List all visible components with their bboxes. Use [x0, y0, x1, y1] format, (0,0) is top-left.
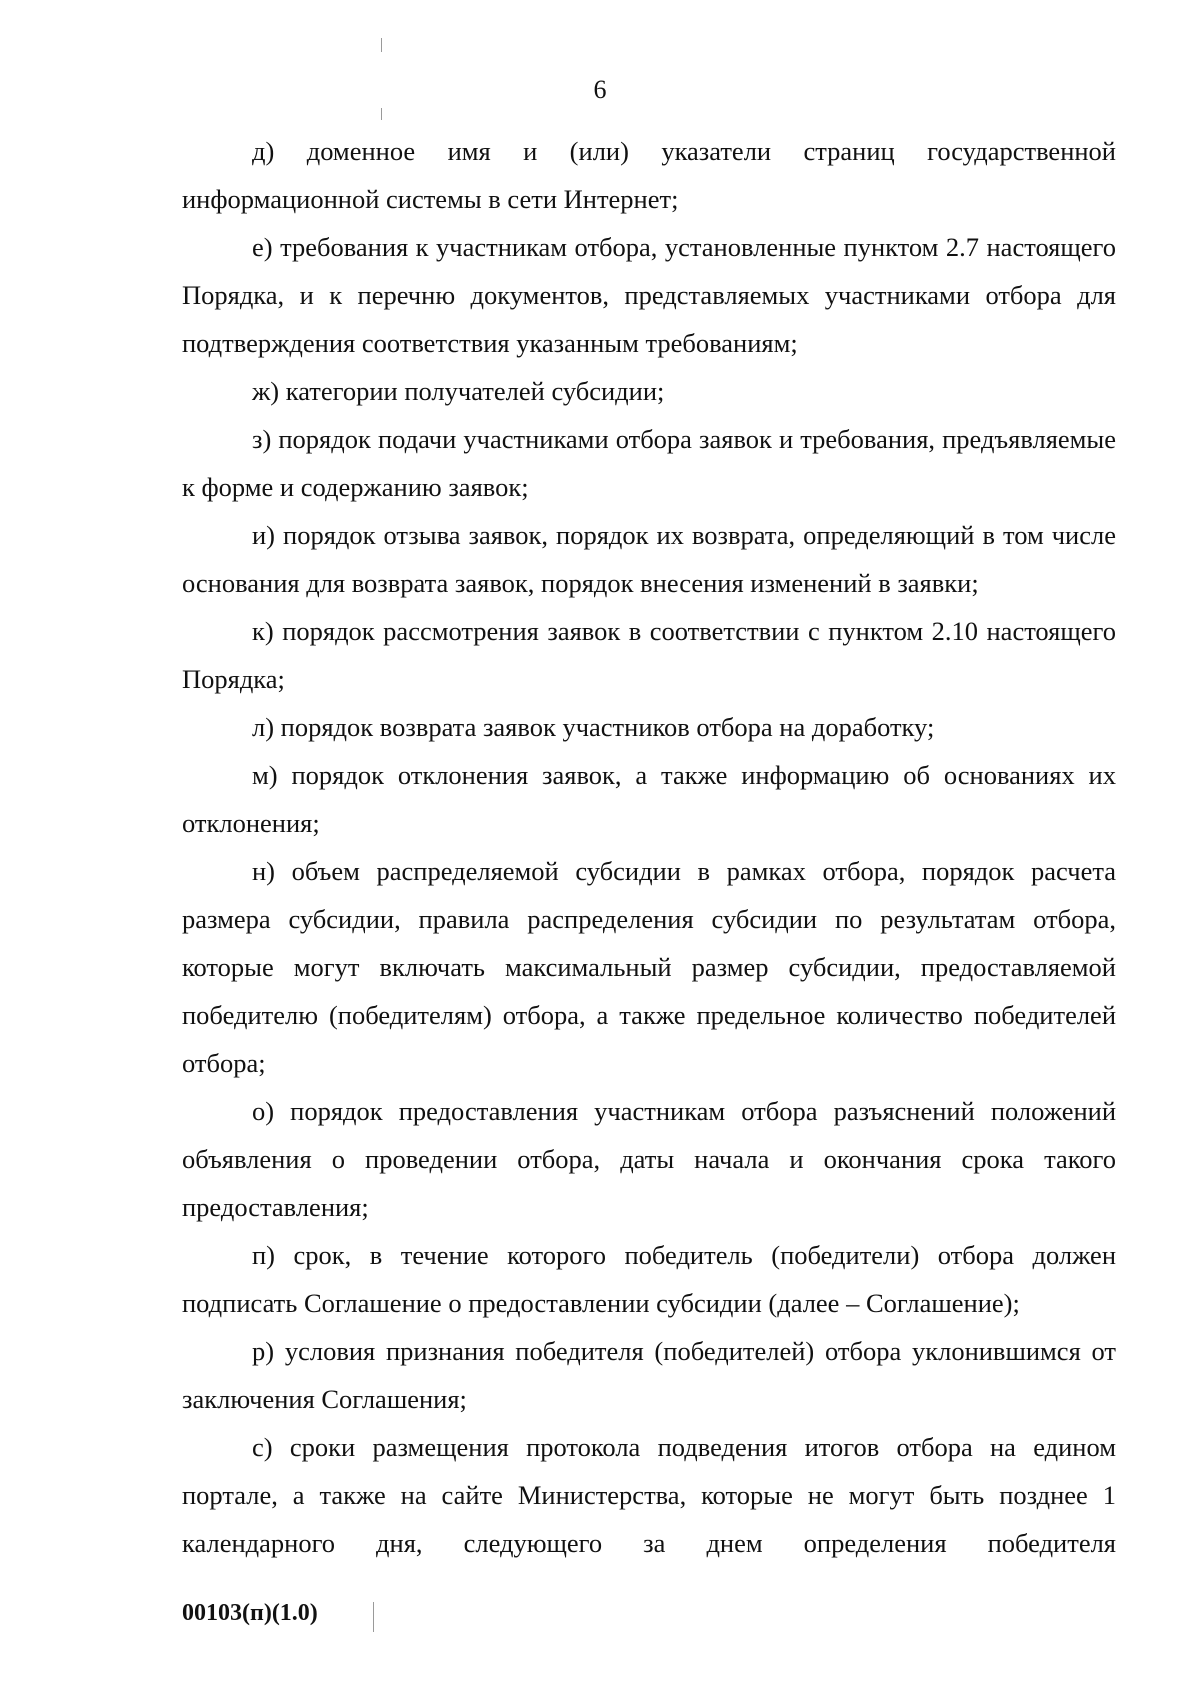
paragraph-o: о) порядок предоставления участникам отбора разъяснений положений объявления о проведении отбора, даты начала и окончания срока такого предоставления; — [182, 1096, 1116, 1222]
paragraph-i: и) порядок отзыва заявок, порядок их возврата, определяющий в том числе основания для возврата заявок, порядок внесения изменений в заявки; — [182, 520, 1116, 598]
paragraph-p: п) срок, в течение которого победитель (победители) отбора должен подписать Соглашение о предоставлении субсидии (далее – Соглашение); — [182, 1240, 1116, 1318]
document-code: 00103(п)(1.0) — [182, 1600, 318, 1626]
paragraph-m: м) порядок отклонения заявок, а также информацию об основаниях их отклонения; — [182, 760, 1116, 838]
paragraph-zh: ж) категории получателей субсидии; — [252, 376, 665, 406]
paragraph-r: р) условия признания победителя (победителей) отбора уклонившимся от заключения Соглашения; — [182, 1336, 1116, 1414]
paragraph-s: с) сроки размещения протокола подведения итогов отбора на едином портале, а также на сайте Министерства, которые не могут быть позднее 1 календарного дня, следующего за днем определения победителя — [182, 1432, 1116, 1558]
paragraph-k: к) порядок рассмотрения заявок в соответствии с пунктом 2.10 настоящего Порядка; — [182, 616, 1116, 694]
paragraph-n: н) объем распределяемой субсидии в рамках отбора, порядок расчета размера субсидии, правила распределения субсидии по результатам отбора, которые могут включать максимальный размер субсидии, предоставляемой победителю (победителям) отбора, а также предельное количество победителей отбора; — [182, 856, 1116, 1078]
paragraph-e: е) требования к участникам отбора, установленные пунктом 2.7 настоящего Порядка, и к перечню документов, представляемых участниками отбора для подтверждения соответствия указанным требованиям; — [182, 232, 1116, 358]
scan-artifact-top — [381, 38, 382, 52]
page-number: 6 — [593, 75, 607, 104]
paragraph-l: л) порядок возврата заявок участников отбора на доработку; — [252, 712, 935, 742]
paragraph-z: з) порядок подачи участниками отбора заявок и требования, предъявляемые к форме и содержанию заявок; — [182, 424, 1116, 502]
paragraph-d: д) доменное имя и (или) указатели страниц государственной информационной системы в сети Интернет; — [182, 136, 1116, 214]
scan-artifact-top-2 — [381, 108, 382, 120]
document-body — [182, 127, 1116, 1567]
scan-artifact-bottom — [373, 1602, 374, 1632]
